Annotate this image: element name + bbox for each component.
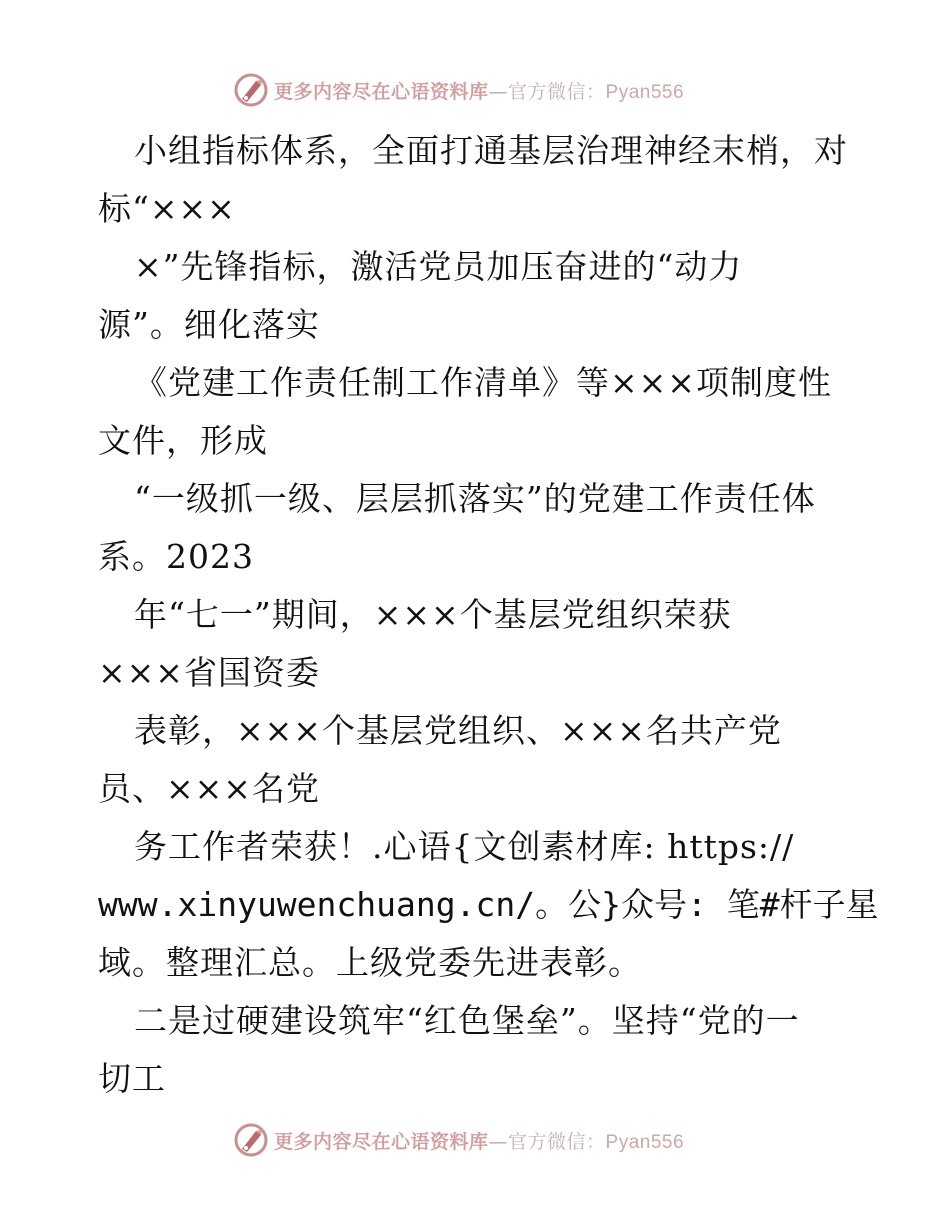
banner-wechat-id: Pyan556 [605, 81, 685, 103]
banner-wechat-label: 官方微信： [508, 1130, 606, 1153]
text-line: 小组指标体系，全面打通基层治理神经末梢，对 [134, 131, 848, 170]
text-line: www.xinyuwenchuang.cn/。公}众号: 笔#杆子星 [98, 885, 879, 924]
text-line: 表彰，×××个基层党组织、×××名共产党 [134, 711, 782, 750]
banner-text [274, 1127, 684, 1154]
banner-separator: — [488, 80, 509, 103]
text-line: 源”。细化落实 [98, 305, 320, 344]
text-line: 标“××× [98, 189, 236, 228]
header-watermark-banner [232, 70, 732, 110]
banner-separator: — [488, 1130, 509, 1153]
document-body [98, 122, 879, 1108]
text-line: 《党建工作责任制工作清单》等×××项制度性 [134, 363, 832, 402]
banner-brand: 更多内容尽在心语资料库 [274, 80, 489, 103]
text-line: 系。2023 [98, 537, 254, 576]
text-line: 域。整理汇总。上级党委先进表彰。 [98, 943, 642, 982]
banner-text [274, 77, 684, 104]
text-line: 文件，形成 [98, 421, 268, 460]
banner-brand: 更多内容尽在心语资料库 [274, 1130, 489, 1153]
text-line: ×××省国资委 [98, 653, 320, 692]
text-line: ×”先锋指标，激活党员加压奋进的“动力 [134, 247, 743, 286]
text-line: “一级抓一级、层层抓落实”的党建工作责任体 [134, 479, 816, 518]
banner-wechat-label: 官方微信： [508, 80, 606, 103]
pen-nib-logo-icon [232, 1121, 270, 1159]
text-line: 年“七一”期间，×××个基层党组织荣获 [134, 595, 732, 634]
text-line: 切工 [98, 1059, 166, 1098]
footer-watermark-banner [232, 1120, 732, 1160]
pen-nib-logo-icon [232, 71, 270, 109]
text-line: 务工作者荣获！.心语{文创素材库: https:// [134, 827, 795, 866]
text-line: 二是过硬建设筑牢“红色堡垒”。坚持“党的一 [134, 1001, 800, 1040]
banner-wechat-id: Pyan556 [605, 1131, 685, 1153]
text-line: 员、×××名党 [98, 769, 320, 808]
